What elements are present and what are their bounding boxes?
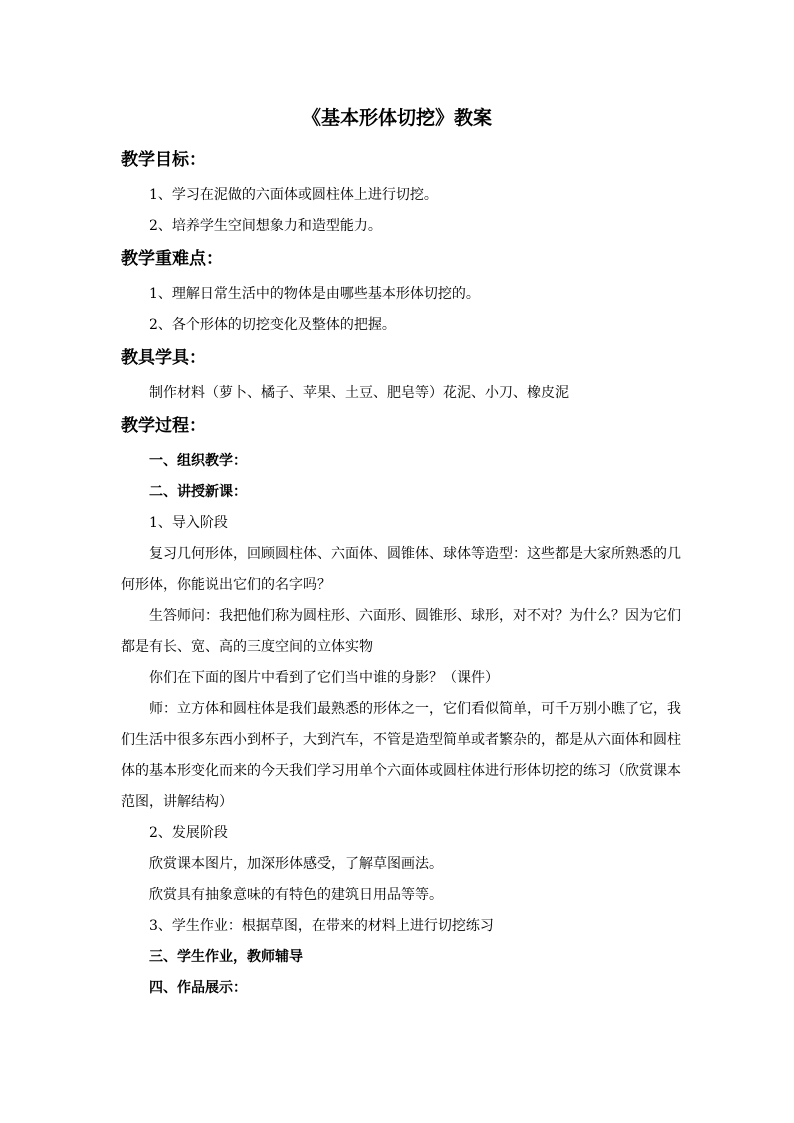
paragraph: 复习几何形体，回顾圆柱体、六面体、圆锥体、球体等造型：这些都是大家所熟悉的几何形体，你能说出它们的名字吗？ [121, 546, 681, 593]
paragraph: 1、理解日常生活中的物体是由哪些基本形体切挖的。 [149, 286, 480, 302]
step-heading: 一、组织教学： [149, 453, 247, 469]
paragraph: 制作材料（萝卜、橘子、苹果、土豆、肥皂等）花泥、小刀、橡皮泥 [149, 385, 569, 401]
paragraph: 欣赏课本图片，加深形体感受，了解草图画法。 [149, 856, 443, 872]
section-heading: 教学过程： [121, 416, 206, 436]
section-heading: 教学目标： [121, 150, 206, 170]
step-heading: 三、学生作业，教师辅导 [149, 949, 303, 965]
section [121, 148, 681, 242]
paragraph: 3、学生作业：根据草图，在带来的材料上进行切挖练习 [149, 918, 494, 934]
paragraph: 生答师问：我把他们称为圆柱形、六面形、圆锥形、球形，对不对？为什么？因为它们都是有长、宽、高的三度空间的立体实物 [121, 608, 681, 655]
paragraph: 2、各个形体的切挖变化及整体的把握。 [149, 317, 396, 333]
document-body [121, 148, 681, 1004]
paragraph: 1、学习在泥做的六面体或圆柱体上进行切挖。 [149, 187, 438, 203]
paragraph: 欣赏具有抽象意味的有特色的建筑日用品等等。 [149, 887, 443, 903]
document-title: 《基本形体切挖》教案 [301, 107, 492, 129]
section [121, 346, 681, 409]
section-heading: 教具学具： [121, 348, 206, 368]
section-heading: 教学重难点： [121, 249, 223, 269]
paragraph: 2、发展阶段 [149, 825, 228, 841]
paragraph: 师：立方体和圆柱体是我们最熟悉的形体之一，它们看似简单，可千万别小瞧了它，我们生活中很多东西小到杯子，大到汽车，不管是造型简单或者繁杂的，都是从六面体和圆柱体的基本形变化而来的今天我们学习用单个六面体或圆柱体进行形体切挖的练习（欣赏课本范图，讲解结构） [121, 701, 681, 810]
section [121, 414, 681, 1004]
step-heading: 二、讲授新课： [149, 484, 247, 500]
paragraph: 2、培养学生空间想象力和造型能力。 [149, 218, 382, 234]
section [121, 247, 681, 341]
paragraph: 你们在下面的图片中看到了它们当中谁的身影？（课件） [149, 670, 499, 686]
step-heading: 四、作品展示： [149, 980, 247, 996]
paragraph: 1、导入阶段 [149, 515, 228, 531]
